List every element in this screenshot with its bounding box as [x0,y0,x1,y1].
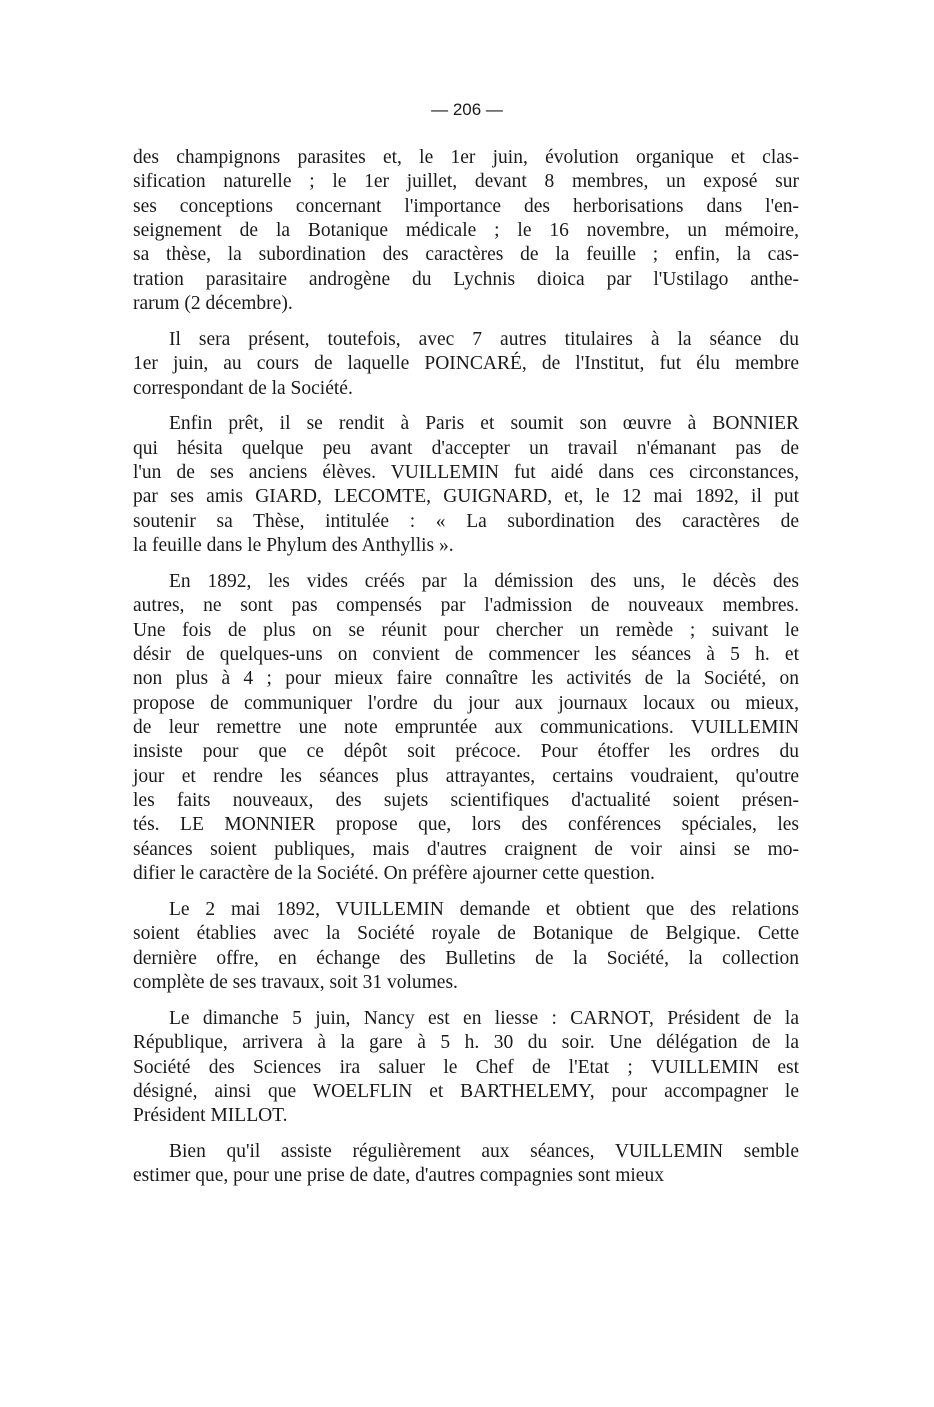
text-line: par ses amis GIARD, LECOMTE, GUIGNARD, et, le 12 mai 1892, il put [133,486,799,508]
text-line: jour et rendre les séances plus attrayantes, certains voudraient, qu'outre [133,765,799,787]
text-line: Une fois de plus on se réunit pour chercher un remède ; suivant le [133,619,799,641]
text-line: des champignons parasites et, le 1er juin, évolution organique et clas- [133,147,799,168]
text-line: ses conceptions concernant l'importance des herborisations dans l'en- [133,195,799,217]
text-line: 1er juin, au cours de laquelle POINCARÉ, de l'Institut, fut élu membre [133,353,799,375]
paragraph [133,1140,799,1189]
text-line: complète de ses travaux, soit 31 volumes. [133,972,458,993]
text-line: dernière offre, en échange des Bulletins de la Société, la collection [133,947,799,969]
text-line: non plus à 4 ; pour mieux faire connaître les activités de la Société, on [133,668,799,690]
text-line: qui hésita quelque peu avant d'accepter un travail n'émanant pas de [133,437,799,459]
text-line: seignement de la Botanique médicale ; le 16 novembre, un mémoire, [133,220,799,242]
text-line: tés. LE MONNIER propose que, lors des conférences spéciales, les [133,814,799,836]
paragraph [133,328,799,401]
paragraph [133,898,799,995]
page-number: — 206 — [431,100,503,119]
paragraph [133,1007,799,1129]
text-line: Société des Sciences ira saluer le Chef de l'Etat ; VUILLEMIN est [133,1056,799,1078]
text-line: l'un de ses anciens élèves. VUILLEMIN fut aidé dans ces circonstances, [133,462,799,484]
text-line: soutenir sa Thèse, intitulée : « La subordination des caractères de [133,510,799,532]
text-line: désigné, ainsi que WOELFLIN et BARTHELEMY, pour accompagner le [133,1080,799,1102]
text-line: la feuille dans le Phylum des Anthyllis ». [133,535,454,557]
text-line: insiste pour que ce dépôt soit précoce. Pour étoffer les ordres du [133,741,799,763]
text-line: tration parasitaire androgène du Lychnis dioica par l'Ustilago anthe- [133,268,799,290]
body-text [133,146,799,1200]
paragraph [133,412,799,558]
text-line: Le 2 mai 1892, VUILLEMIN demande et obtient que des relations [169,898,799,920]
text-line: les faits nouveaux, des sujets scientifiques d'actualité soient présen- [133,790,799,812]
text-line: En 1892, les vides créés par la démission des uns, le décès des [169,571,799,592]
text-line: Président MILLOT. [133,1105,288,1127]
text-line: difier le caractère de la Société. On préfère ajourner cette question. [133,863,655,885]
text-line: Le dimanche 5 juin, Nancy est en liesse : CARNOT, Président de la [169,1007,799,1029]
text-line: propose de communiquer l'ordre du jour aux journaux locaux ou mieux, [133,692,799,714]
paragraph [133,146,799,316]
text-line: soient établies avec la Société royale de Botanique de Belgique. Cette [133,923,799,945]
text-line: Enfin prêt, il se rendit à Paris et soumit son œuvre à BONNIER [169,413,799,435]
paragraph [133,570,799,886]
text-line: Bien qu'il assiste régulièrement aux séances, VUILLEMIN semble [169,1141,799,1163]
text-line: rarum (2 décembre). [133,293,293,315]
text-line: République, arrivera à la gare à 5 h. 30 du soir. Une délégation de la [133,1032,799,1054]
text-line: séances soient publiques, mais d'autres craignent de voir ainsi se mo- [133,838,799,860]
text-line: correspondant de la Société. [133,377,353,399]
text-line: Il sera présent, toutefois, avec 7 autres titulaires à la séance du [169,328,799,350]
text-line: sa thèse, la subordination des caractères de la feuille ; enfin, la cas- [133,244,799,266]
text-line: sification naturelle ; le 1er juillet, devant 8 membres, un exposé sur [133,171,799,193]
text-line: autres, ne sont pas compensés par l'admission de nouveaux membres. [133,595,799,617]
text-line: estimer que, pour une prise de date, d'autres compagnies sont mieux [133,1165,664,1187]
text-line: de leur remettre une note empruntée aux communications. VUILLEMIN [133,717,799,739]
text-line: désir de quelques-uns on convient de commencer les séances à 5 h. et [133,644,799,666]
